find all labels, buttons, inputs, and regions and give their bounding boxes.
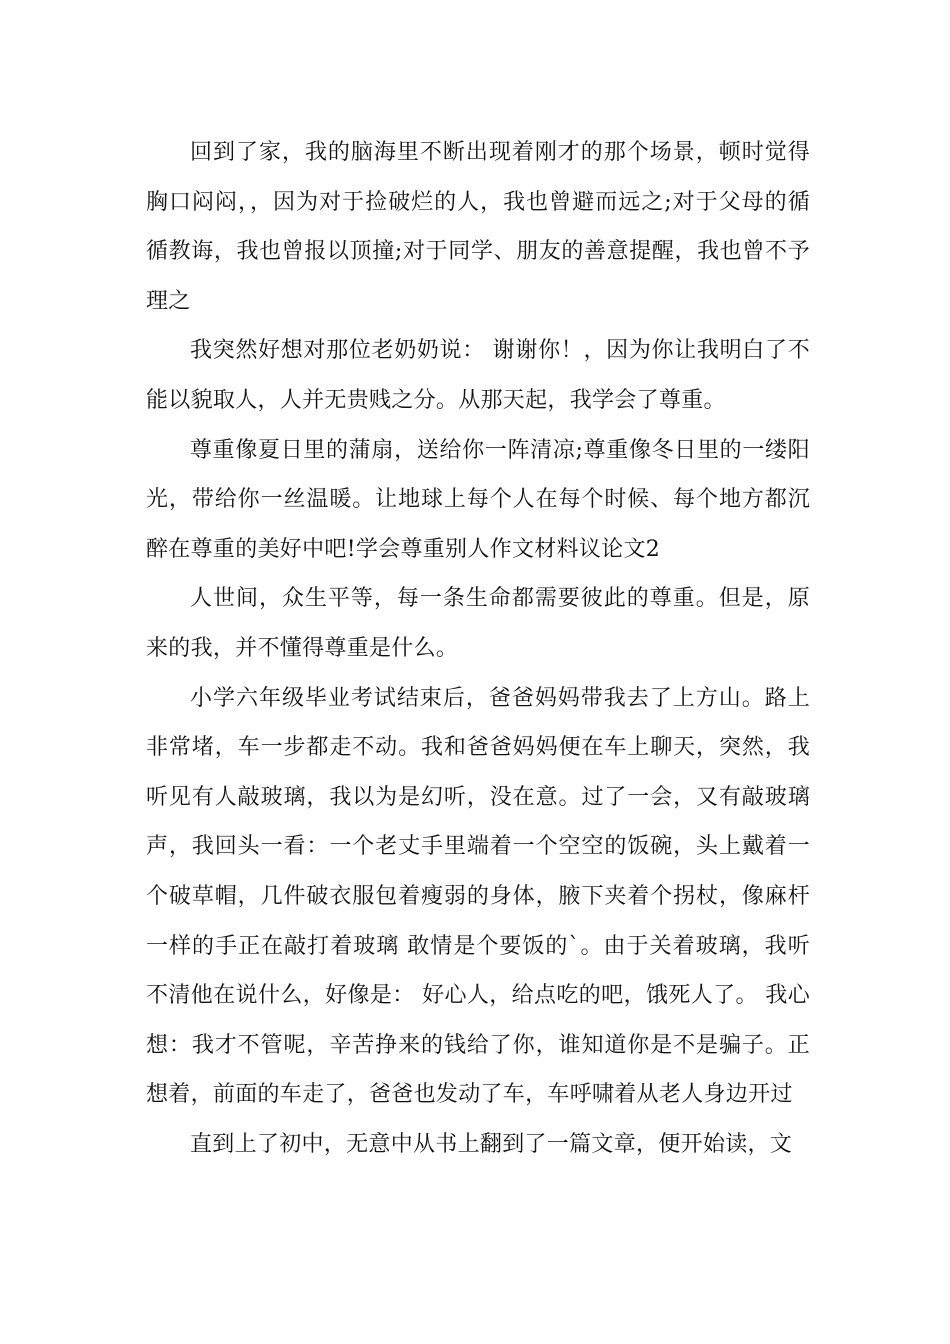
paragraph-5: 小学六年级毕业考试结束后，爸爸妈妈带我去了上方山。路上非常堵，车一步都走不动。我和爸爸妈妈便在车上聊天，突然，我听见有人敲玻璃，我以为是幻听，没在意。过了一会，又有敲玻璃声，我回头一看：一个老丈手里端着一个空空的饭碗，头上戴着一个破草帽，几件破衣服包着瘦弱的身体，腋下夹着个拐杖，像麻杆一样的手正在敲打着玻璃 敢情是个要饭的`。由于关着玻璃，我听不清他在说什么，好像是： 好心人，给点吃的吧，饿死人了。 我心想：我才不管呢，辛苦挣来的钱给了你，谁知道你是不是骗子。正想着，前面的车走了，爸爸也发动了车，车呼啸着从老人身边开过 — [146, 685, 810, 1108]
paragraph-2: 我突然好想对那位老奶奶说： 谢谢你！，因为你让我明白了不能以貌取人，人并无贵贱之分。从那天起，我学会了尊重。 — [146, 338, 810, 413]
paragraph-6: 直到上了初中，无意中从书上翻到了一篇文章，便开始读，文 — [190, 1131, 793, 1157]
paragraph-1: 回到了家，我的脑海里不断出现着刚才的那个场景，顿时觉得胸口闷闷，，因为对于捡破烂的人，我也曾避而远之;对于父母的循循教诲，我也曾报以顶撞;对于同学、朋友的善意提醒，我也曾不予理之 — [146, 140, 810, 314]
paragraph-3: 尊重像夏日里的蒲扇，送给你一阵清凉;尊重像冬日里的一缕阳光，带给你一丝温暖。让地球上每个人在每个时候、每个地方都沉醉在尊重的美好中吧!学会尊重别人作文材料议论文2 — [146, 437, 810, 562]
document-body — [146, 128, 810, 1169]
paragraph-4: 人世间，众生平等，每一条生命都需要彼此的尊重。但是，原来的我，并不懂得尊重是什么。 — [146, 586, 810, 661]
